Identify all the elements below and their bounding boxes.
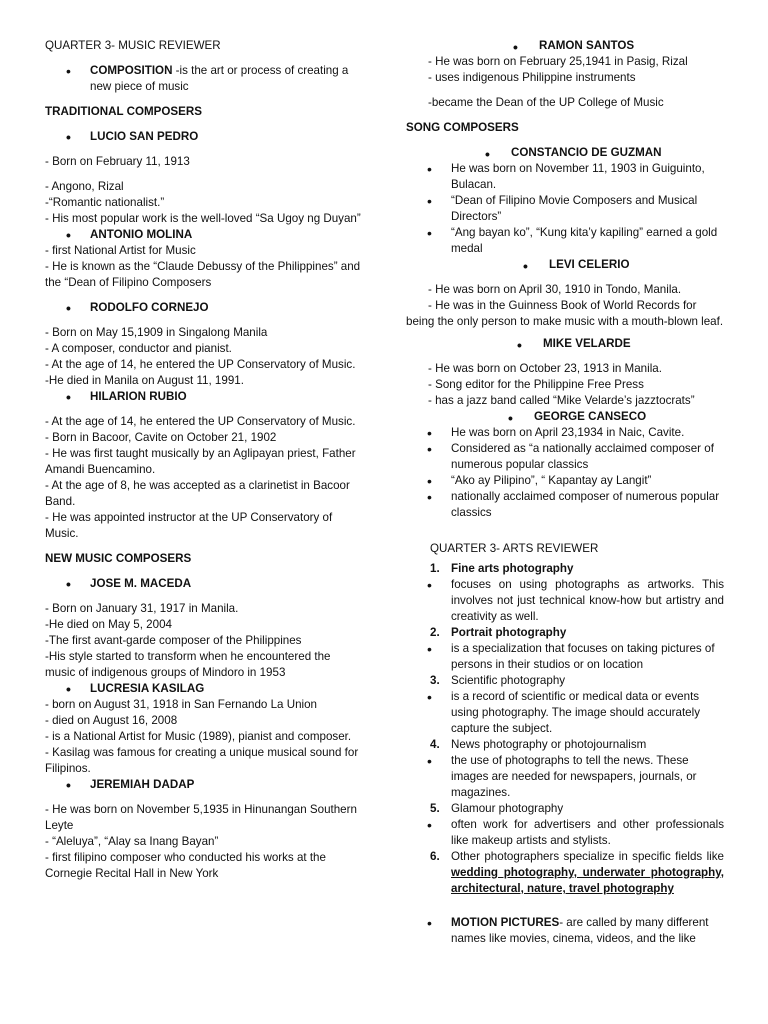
composition-definition: -is the art or process of creating a new piece of music: [90, 64, 349, 93]
rodolfo-line-2: - A composer, conductor and pianist.: [45, 342, 232, 355]
arts-item-5-title: 5. Glamour photography: [430, 802, 564, 815]
arts-item-4-title: 4. News photography or photojournalism: [430, 738, 647, 751]
arts-item-3-desc: • is a record of scientific or medical data or events using photography. The image should accurately capture the subject.: [406, 689, 724, 737]
antonio-line-2: - He is known as the “Claude Debussy of the Philippines” and the “Dean of Filipino Composers: [45, 260, 361, 289]
hilarion-line-1: - At the age of 14, he entered the UP Conservatory of Music.: [45, 415, 356, 428]
rodolfo-line-4: -He died in Manila on August 11, 1991.: [45, 374, 244, 387]
jeremiah-line-3: - first filipino composer who conducted his works at the Cornegie Recital Hall in New York: [45, 851, 326, 880]
jose-line-2: -He died on May 5, 2004: [45, 618, 172, 631]
ramon-line-2: - uses indigenous Philippine instruments: [428, 71, 636, 84]
jeremiah-line-2: - “Aleluya”, “Alay sa Inang Bayan”: [45, 835, 219, 848]
mike-name: • MIKE VELARDE: [406, 336, 724, 352]
constancio-name: • CONSTANCIO DE GUZMAN: [406, 145, 724, 161]
lucio-line-3: -“Romantic nationalist.”: [45, 196, 165, 209]
constancio-bullet-2: • “Dean of Filipino Movie Composers and Musical Directors”: [406, 193, 724, 225]
lucresia-line-3: - is a National Artist for Music (1989), pianist and composer.: [45, 730, 352, 743]
jeremiah-line-1: - He was born on November 5,1935 in Hinunangan Southern Leyte: [45, 803, 357, 832]
hilarion-name: • HILARION RUBIO: [45, 389, 363, 405]
hilarion-line-2: - Born in Bacoor, Cavite on October 21, 1902: [45, 431, 277, 444]
arts-item-5-desc: • often work for advertisers and other professionals like makeup artists and stylists.: [406, 817, 724, 849]
jose-name: • JOSE M. MACEDA: [45, 576, 363, 592]
levi-line-1: - He was born on April 30, 1910 in Tondo, Manila.: [428, 283, 682, 296]
lucio-line-2: - Angono, Rizal: [45, 180, 124, 193]
george-bullet-2: • Considered as “a nationally acclaimed composer of numerous popular classics: [406, 441, 724, 473]
rodolfo-line-3: - At the age of 14, he entered the UP Conservatory of Music.: [45, 358, 356, 371]
composition-term: COMPOSITION: [90, 64, 173, 77]
mike-line-3: - has a jazz band called “Mike Velarde’s jazztocrats”: [428, 394, 695, 407]
constancio-bullet-1: • He was born on November 11, 1903 in Guiguinto, Bulacan.: [406, 161, 724, 193]
arts-item-6: 6. Other photographers specialize in specific fields like wedding photography, underwater photography, architectural, nature, travel photography: [430, 850, 724, 895]
george-bullet-4: • nationally acclaimed composer of numerous popular classics: [406, 489, 724, 521]
lucio-name: • LUCIO SAN PEDRO: [45, 129, 363, 145]
arts-item-6-fields: wedding photography, underwater photography, architectural, nature, travel photography: [451, 866, 724, 895]
arts-item-1-title: 1. Fine arts photography: [430, 562, 574, 575]
right-column: [406, 38, 724, 947]
arts-item-2-title: 2. Portrait photography: [430, 626, 567, 639]
motion-pictures-item: • MOTION PICTURES- are called by many different names like movies, cinema, videos, and the like: [406, 915, 724, 947]
traditional-heading: TRADITIONAL COMPOSERS: [45, 105, 202, 118]
new-music-heading: NEW MUSIC COMPOSERS: [45, 552, 192, 565]
george-bullet-3: • “Ako ay Pilipino”, “ Kapantay ay Langit”: [406, 473, 724, 489]
george-bullet-1: • He was born on April 23,1934 in Naic, Cavite.: [406, 425, 724, 441]
mike-line-2: - Song editor for the Philippine Free Press: [428, 378, 644, 391]
jeremiah-name: • JEREMIAH DADAP: [45, 777, 363, 793]
hilarion-line-3: - He was first taught musically by an Aglipayan priest, Father Amandi Buencamino.: [45, 447, 356, 476]
antonio-name: • ANTONIO MOLINA: [45, 227, 363, 243]
jose-line-4: -His style started to transform when he encountered the music of indigenous groups of Mindoro in 1953: [45, 650, 331, 679]
left-column: [45, 38, 363, 882]
levi-name: • LEVI CELERIO: [406, 257, 724, 273]
arts-item-3-title: 3. Scientific photography: [430, 674, 566, 687]
antonio-line-1: - first National Artist for Music: [45, 244, 196, 257]
song-composers-heading: SONG COMPOSERS: [406, 121, 519, 134]
jose-line-1: - Born on January 31, 1917 in Manila.: [45, 602, 239, 615]
lucresia-line-4: - Kasilag was famous for creating a unique musical sound for Filipinos.: [45, 746, 359, 775]
mike-line-1: - He was born on October 23, 1913 in Manila.: [428, 362, 662, 375]
lucio-line-1: - Born on February 11, 1913: [45, 155, 190, 168]
rodolfo-name: • RODOLFO CORNEJO: [45, 300, 363, 316]
ramon-line-3: -became the Dean of the UP College of Music: [428, 96, 664, 109]
page-title: QUARTER 3- MUSIC REVIEWER: [45, 39, 221, 52]
lucio-line-4: - His most popular work is the well-loved “Sa Ugoy ng Duyan”: [45, 212, 361, 225]
ramon-line-1: - He was born on February 25,1941 in Pasig, Rizal: [428, 55, 688, 68]
hilarion-line-4: - At the age of 8, he was accepted as a clarinetist in Bacoor Band.: [45, 479, 350, 508]
hilarion-line-5: - He was appointed instructor at the UP Conservatory of Music.: [45, 511, 333, 540]
lucresia-name: • LUCRESIA KASILAG: [45, 681, 363, 697]
rodolfo-line-1: - Born on May 15,1909 in Singalong Manila: [45, 326, 268, 339]
arts-item-4-desc: • the use of photographs to tell the news. These images are needed for newspapers, journals, or magazines.: [406, 753, 724, 801]
arts-reviewer-title: QUARTER 3- ARTS REVIEWER: [430, 542, 599, 555]
lucresia-line-2: - died on August 16, 2008: [45, 714, 178, 727]
arts-item-1-desc: • focuses on using photographs as artworks. This involves not just technical know-how but artistry and creativity as well.: [406, 577, 724, 625]
ramon-name: • RAMON SANTOS: [406, 38, 724, 54]
levi-line-2: - He was in the Guinness Book of World Records for being the only person to make music with a mouth-blown leaf.: [406, 299, 724, 328]
lucresia-line-1: - born on August 31, 1918 in San Fernando La Union: [45, 698, 318, 711]
jose-line-3: -The first avant-garde composer of the Philippines: [45, 634, 302, 647]
arts-item-2-desc: • is a specialization that focuses on taking pictures of persons in their studios or on location: [406, 641, 724, 673]
george-name: • GEORGE CANSECO: [406, 409, 724, 425]
composition-item: [45, 63, 363, 95]
constancio-bullet-3: • “Ang bayan ko”, “Kung kita’y kapiling” earned a gold medal: [406, 225, 724, 257]
